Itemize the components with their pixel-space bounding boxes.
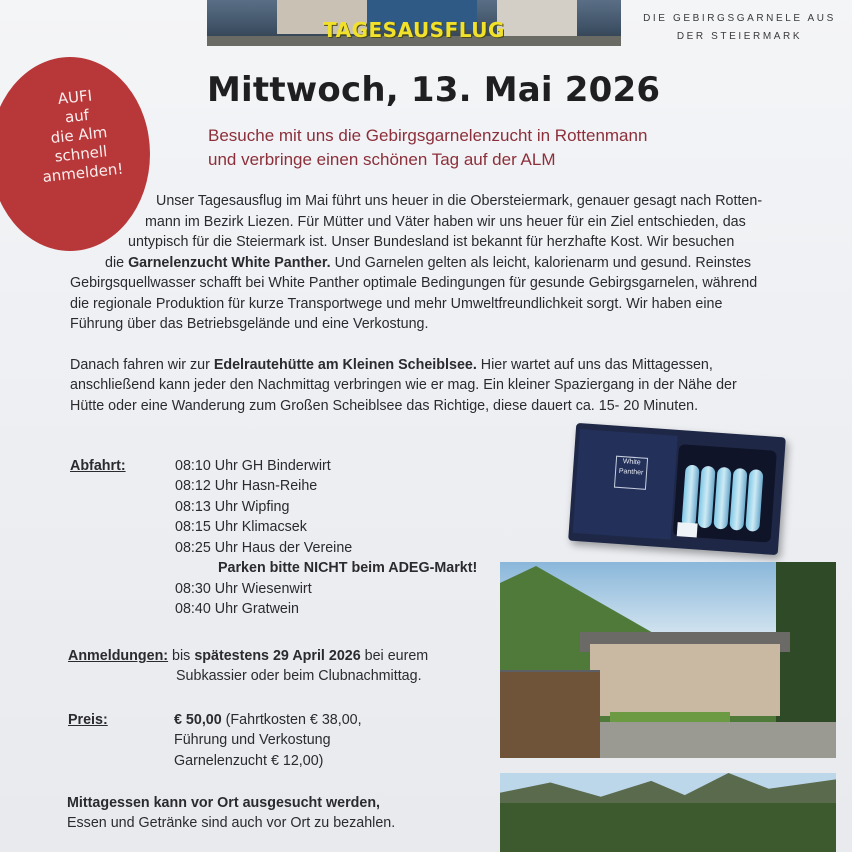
badge-line: die Alm <box>49 123 109 147</box>
brand-line: DER STEIERMARK <box>676 31 803 42</box>
para2-text: Hier wartet auf uns das Mittagessen, <box>476 357 713 373</box>
anmeldung-line: Subkassier oder beim Clubnachmittag. <box>176 668 422 684</box>
anmeldung-deadline: spätestens 29 April 2026 <box>194 648 361 664</box>
product-label <box>677 522 698 537</box>
preis-line: Führung und Verkostung <box>174 732 331 748</box>
badge-line: anmelden! <box>41 159 125 186</box>
photo-forest <box>500 803 836 852</box>
preis-line <box>174 710 362 731</box>
shrimp <box>681 465 699 528</box>
abfahrt-label: Abfahrt: <box>70 458 126 474</box>
intro-line: mann im Bezirk Liezen. Für Mütter und Väter haben wir uns heuer für ein Ziel entschieden, das <box>145 214 746 230</box>
parking-notice: Parken bitte NICHT beim ADEG-Markt! <box>218 560 478 576</box>
para2-text: Danach fahren wir zur <box>70 357 214 373</box>
banner-title: TAGESAUSFLUG <box>323 18 505 42</box>
para2-line: Hütte oder eine Wanderung zum Großen Scheiblsee das Richtige, diese dauert ca. 15- 20 Minuten. <box>70 398 699 414</box>
shrimp <box>745 469 763 532</box>
preis-line: Garnelenzucht € 12,00) <box>174 753 324 769</box>
para2-line: anschließend kann jeder den Nachmittag verbringen wie er mag. Ein kleiner Spaziergang in der Nähe der <box>70 377 737 393</box>
departure-stop: 08:10 Uhr GH Binderwirt <box>175 458 331 474</box>
mittag-line: Mittagessen kann vor Ort ausgesucht werden, <box>67 795 381 811</box>
departure-stop: 08:30 Uhr Wiesenwirt <box>175 581 312 597</box>
anmeldung-label: Anmeldungen: <box>68 648 169 664</box>
badge-text <box>29 84 128 188</box>
shrimp <box>697 466 715 529</box>
panther-logo: White Panther <box>614 456 648 490</box>
photo-house <box>590 644 780 716</box>
preis-label: Preis: <box>68 712 108 728</box>
mittag-line: Essen und Getränke sind auch vor Ort zu bezahlen. <box>67 815 396 831</box>
banner-photo <box>207 0 621 46</box>
preis-amount: € 50,00 <box>174 712 222 728</box>
badge-line: schnell <box>53 142 109 166</box>
intro-line: Gebirgsquellwasser schafft bei White Panther optimale Bedingungen für gesunde Gebirgsgarnelen, während <box>70 275 758 291</box>
anmeldung-text: bei eurem <box>360 648 429 664</box>
departure-stop: 08:40 Uhr Gratwein <box>175 601 299 617</box>
photo-path <box>600 722 836 758</box>
badge-line: AUFI <box>56 86 93 108</box>
photo-hut <box>500 672 600 758</box>
departure-stop: 08:13 Uhr Wipfing <box>175 499 290 515</box>
shrimp <box>729 468 747 531</box>
subtitle-line: Besuche mit uns die Gebirgsgarnelenzucht in Rottenmann <box>208 126 648 145</box>
intro-line: Führung über das Betriebsgelände und eine Verkostung. <box>70 316 429 332</box>
intro-line <box>105 253 751 274</box>
subtitle-line: und verbringe einen schönen Tag auf der ALM <box>208 150 556 169</box>
subtitle <box>208 124 708 172</box>
brand-tagline <box>632 10 847 46</box>
anmeldung-text: bis <box>168 648 195 664</box>
intro-text: die <box>105 255 129 271</box>
intro-bold: Garnelenzucht White Panther. <box>128 255 331 271</box>
anmeldung-line <box>68 646 428 667</box>
shrimp-product-photo <box>568 423 786 555</box>
page-title: Mittwoch, 13. Mai 2026 <box>207 70 661 110</box>
departure-stop: 08:12 Uhr Hasn-Reihe <box>175 478 318 494</box>
para2-line <box>70 355 713 376</box>
intro-line: Unser Tagesausflug im Mai führt uns heuer in die Obersteiermark, genauer gesagt nach Rotten- <box>156 193 763 209</box>
intro-line: untypisch für die Steiermark ist. Unser Bundesland ist bekannt für herzhafte Kost. Wir besuchen <box>128 234 735 250</box>
departure-stop: 08:25 Uhr Haus der Vereine <box>175 540 353 556</box>
departure-stop: 08:15 Uhr Klimacsek <box>175 519 307 535</box>
intro-line: die regionale Produktion für kurze Transportwege und mehr Umweltfreundlichkeit sorgt. Wir haben eine <box>70 296 723 312</box>
shrimp <box>713 467 731 530</box>
intro-text: Und Garnelen gelten als leicht, kalorienarm und gesund. Reinstes <box>330 255 752 271</box>
badge-line: auf <box>64 105 90 127</box>
para2-bold: Edelrautehütte am Kleinen Scheiblsee. <box>213 357 477 373</box>
mountain-panorama-photo <box>500 773 836 852</box>
brand-line: DIE GEBIRGSGARNELE AUS <box>643 13 836 24</box>
preis-text: (Fahrtkosten € 38,00, <box>221 712 362 728</box>
alm-hut-photo <box>500 562 836 758</box>
product-lid <box>573 429 678 540</box>
